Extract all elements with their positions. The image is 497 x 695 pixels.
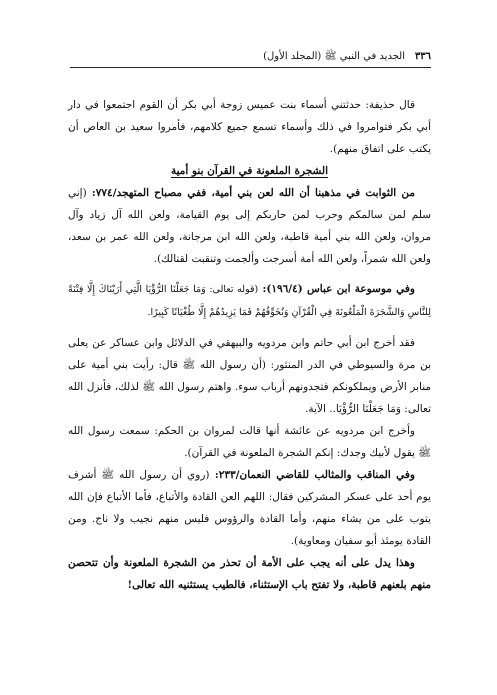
- paragraph-manaqib-lead: وفي المناقب والمثالب للقاضي النعمان/٢٣٣:: [209, 469, 415, 481]
- section-heading: [68, 160, 431, 182]
- paragraph-hudhayfa: قال حذيفة: حدثتني أسماء بنت عميس زوجة أبي بكر أن القوم اجتمعوا في دار أبي بكر فتوامروا في ذلك وأسماء تسمع جميع كلامهم، فأمروا سعيد بن العاص أن يكتب على اتفاق منهم).: [68, 99, 431, 155]
- page-body: [68, 94, 431, 596]
- quran-verse: (قوله تعالى: وَمَا جَعَلْنَا الرُّؤْيَا الَّتِي أَرَيْنَاكَ إِلَّا فِتْنَةً لِلنَّاسِ وَالشَّجَرَةَ الْمَلْعُونَةَ فِي الْقُرْآنِ وَنُخَوِّفُهُمْ فَمَا يَزِيدُهُمْ إِلَّا طُغْيَانًا كَبِيرًا.: [68, 284, 431, 318]
- paragraph-misbah: [68, 182, 431, 270]
- paragraph-misbah-quote: (إني سلم لمن سالمكم وحرب لمن حاربكم إلى يوم القيامة، ولعن الله آل زياد وآل مروان، ولعن الله بني أمية قاطبة، ولعن الله ابن مرجانة، ولعن الله عمر بن سعد، ولعن الله شمراً، ولعن الله أمة أسرجت وألجمت وتنقبت لقتالك).: [68, 187, 431, 265]
- paragraph-manaqib: [68, 464, 431, 552]
- paragraph-gap: [68, 270, 431, 278]
- running-title: الجديد في النبي ﷺ (المجلد الأول): [263, 51, 405, 62]
- closing-statement: وهذا يدل على أنه يجب على الأمة أن تحذر من الشجرة الملعونة وأن تتحصن منهم بلعنهم قاطبة، ولا تفتح باب الإستثناء، فالطيب يستثنيه الله تعالى!: [68, 557, 431, 591]
- paragraph-ibn-abbas: [68, 278, 431, 324]
- header-divider: [70, 67, 431, 68]
- page-number: ٣٣٦: [414, 51, 431, 62]
- paragraph-manaqib-quote: (روي أن رسول الله ﷺ أشرف يوم أحد على عسكر المشركين فقال: اللهم العن القادة والأتباع، فأما الأتباع فإن الله يتوب على من يشاء منهم، وأما القادة والرؤوس فليس منهم نجيب ولا ناج. ومن القادة يومئذ أبو سفيان ومعاوية).: [68, 469, 431, 547]
- paragraph-ibn-abbas-lead: وفي موسوعة ابن عباس (١٩٦/٤):: [258, 283, 415, 295]
- paragraph-aisha-narration: وأخرج ابن مردويه عن عائشة أنها قالت لمروان بن الحكم: سمعت رسول الله ﷺ يقول لأبيك وجدك: إنكم الشجرة الملعونة في القرآن).: [68, 425, 431, 459]
- paragraph-hadith-narration: فقد أخرج ابن أبي حاتم وابن مردويه والبيهقي في الدلائل وابن عساكر عن يعلى بن مرة والسيوطي في الدر المنثور: (أن رسول الله ﷺ قال: رأيت بني أمية على منابر الأرض ويملكونكم فتجدونهم أرباب سوء. واهتم رسول الله ﷺ لذلك، فأنزل الله تعالى: وَمَا جَعَلْنَا الرُّؤْيَا.. الآية.: [68, 337, 431, 415]
- page-header: [70, 50, 431, 64]
- paragraph-misbah-lead: من الثوابت في مذهبنا أن الله لعن بني أمية، ففي مصباح المتهجد/٧٧٤:: [86, 187, 415, 199]
- paragraph-gap: [68, 324, 431, 332]
- section-heading-text: الشجرة الملعونة في القرآن بنو أمية: [170, 165, 328, 177]
